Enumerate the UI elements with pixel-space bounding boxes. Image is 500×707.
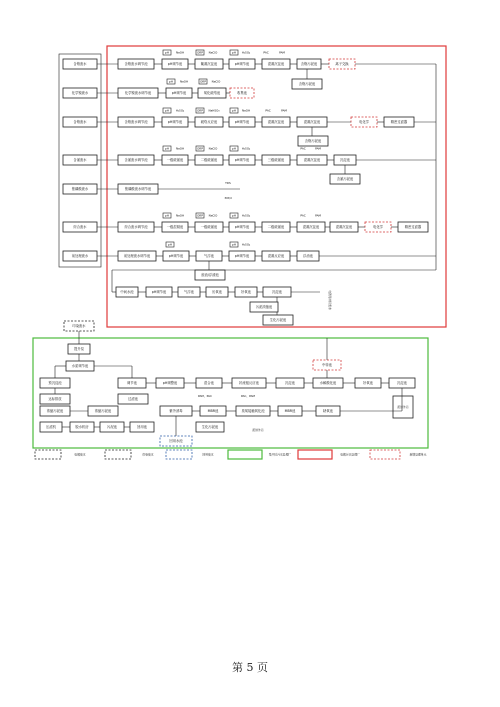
row-6 — [118, 222, 428, 232]
node-label: pH — [232, 108, 236, 113]
legend-4: 集中区污水处理厂 — [268, 452, 292, 457]
row-4 — [118, 155, 436, 184]
node-label: 混凝沉淀池 — [267, 120, 285, 124]
node-label: 中转池 — [322, 363, 332, 367]
node-label: 混凝沉淀池 — [303, 120, 321, 124]
node-label: H₂SO₄ — [241, 242, 251, 247]
node-label: 好氧池 — [241, 290, 251, 294]
row-2 — [118, 88, 254, 98]
source-boxes — [63, 59, 97, 261]
row-1 — [118, 59, 436, 89]
node-label: 化学镍废水调节池 — [124, 91, 152, 95]
node-label: pH — [165, 146, 169, 151]
row-7 — [118, 251, 436, 280]
source-5: 焦磷酸废水 — [71, 187, 89, 191]
node-label: 浓缩污泥池 — [94, 409, 112, 413]
node-label: 臭氧接触氧化池 — [241, 409, 265, 413]
tds-label: TDS — [225, 181, 231, 185]
node-label: NaOH — [175, 213, 185, 218]
node-label: 废油/浮渣池 — [201, 273, 219, 277]
row-5 — [118, 181, 240, 200]
source-6: 综合废水 — [73, 225, 87, 229]
node-label: NaClO — [211, 79, 221, 84]
node-label: pH调节池 — [234, 120, 250, 124]
node-label: 污泥浓缩池 — [255, 305, 273, 309]
node-label: PAM — [279, 50, 285, 55]
process-node — [166, 450, 192, 459]
node-label: pH — [232, 50, 236, 55]
node-label: 絮凝沉淀池 — [200, 62, 218, 66]
node-label: 压滤机 — [46, 425, 56, 429]
source-7: 前处理废水 — [71, 254, 89, 258]
node-label: 浓缩污泥池 — [46, 409, 64, 413]
node-label: 混凝沉淀池 — [335, 225, 353, 229]
node-label: PAC — [265, 108, 271, 113]
node-label: 精密过滤器 — [390, 120, 408, 124]
node-label: PAM — [315, 146, 321, 151]
lower-process — [40, 321, 415, 446]
process-node — [105, 450, 131, 459]
row-8 — [112, 64, 436, 325]
node-label: H₂SO₄ — [241, 213, 251, 218]
node-label: pH — [232, 146, 236, 151]
node-label: PAM — [281, 108, 287, 113]
legend-1: 电镀废水 — [74, 452, 86, 457]
node-label: PAM — [315, 213, 321, 218]
process-node — [228, 450, 262, 459]
side-text: 电镀集中区废水 — [328, 290, 332, 310]
node-label: ORP — [197, 108, 203, 113]
node-label: PAC、PAM — [241, 394, 255, 398]
node-label: 缺氧池 — [323, 409, 333, 413]
node-label: 污泥池 — [107, 425, 117, 429]
node-label: 离子交换 — [335, 62, 349, 66]
node-label: 氧化破络池 — [203, 91, 221, 95]
node-label: pH调节池 — [167, 120, 183, 124]
source-4: 含氰废水 — [73, 158, 87, 162]
node-label: 含铬污泥池 — [304, 139, 322, 143]
node-label: 一级混凝池 — [166, 225, 184, 229]
node-label: 紫外消毒 — [169, 409, 183, 413]
node-label: ORP — [197, 146, 203, 151]
node-label: 预沉淀池 — [48, 381, 62, 385]
node-label: pH调整池 — [162, 381, 178, 385]
node-label: 水解酸化池 — [319, 381, 337, 385]
node-label: pH — [168, 242, 172, 247]
node-label: PAC — [263, 50, 269, 55]
node-label: 沉淀池 — [397, 381, 407, 385]
legend-5: 电镀污水处理厂 — [340, 452, 360, 457]
node-label: pH调节池 — [171, 91, 187, 95]
node-label: 脱水机房 — [75, 425, 89, 429]
node-label: 破络反应池 — [200, 120, 218, 124]
node-label: 厌氧池 — [212, 290, 222, 294]
node-label: pH调节池 — [234, 62, 250, 66]
node-label: NaClO — [208, 146, 218, 151]
node-label: pH调节池 — [234, 158, 250, 162]
node-label: 混凝反应池 — [267, 254, 285, 258]
node-label: pH — [165, 50, 169, 55]
node-label: NaClO — [208, 213, 218, 218]
node-label: MBR池 — [284, 409, 296, 413]
node-label: pH调节池 — [234, 254, 250, 258]
node-label: 沉淀池 — [285, 381, 295, 385]
node-label: 生化污泥池 — [201, 425, 219, 429]
legend-3: 回用废水 — [202, 452, 214, 457]
node-label: pH调节池 — [151, 290, 167, 294]
node-label: pH — [169, 79, 173, 84]
node-label: ORP — [197, 50, 203, 55]
node-label: MBR池 — [207, 409, 219, 413]
node-label: 调节池 — [127, 381, 137, 385]
node-label: 综合废水调节池 — [124, 225, 148, 229]
node-label: PAM、PAC — [198, 394, 212, 398]
legend-6: 新增处理单元 — [409, 452, 427, 457]
node-label: 达标排放 — [48, 397, 62, 401]
source-3: 含铬废水 — [73, 120, 87, 124]
node-label: ORP — [200, 79, 206, 84]
node-label: H₂SO₄ — [175, 108, 185, 113]
node-label: 回用水池 — [169, 439, 183, 443]
node-label: 三级破氰池 — [267, 158, 285, 162]
node-label: 气浮池 — [184, 290, 194, 294]
node-label: H₂SO₄ — [241, 146, 251, 151]
node-label: 水质调节池 — [71, 364, 89, 368]
node-label: 泥饼外运 — [252, 428, 264, 432]
node-label: 含铬污泥池 — [300, 62, 318, 66]
node-label: 浮油池 — [303, 254, 313, 258]
legend — [35, 450, 427, 459]
source-2: 化学镍废水 — [71, 91, 89, 95]
source-connectors — [97, 64, 118, 256]
node-label: 混凝沉淀池 — [302, 225, 320, 229]
node-label: NaOH — [175, 50, 185, 55]
legend-2: 印染废水 — [142, 452, 154, 457]
node-label: 电化学 — [359, 120, 369, 124]
node-label: 含氰污泥池 — [336, 177, 354, 181]
process-node — [35, 450, 61, 459]
node-label: 含铬污泥池 — [298, 82, 316, 86]
node-label: pH调节池 — [234, 225, 250, 229]
node-label: 折流板反应池 — [239, 381, 259, 385]
node-label: 二级破氰池 — [267, 225, 285, 229]
node-label: 混凝沉淀池 — [303, 158, 321, 162]
node-label: 收集池 — [237, 91, 247, 95]
node-label: 泥饼外运 — [397, 405, 409, 409]
node-label: 含铬废水调节池 — [124, 120, 148, 124]
node-label: NaHSO₃ — [208, 108, 220, 113]
node-label: NaOH — [175, 146, 185, 151]
node-label: H₂SO₄ — [241, 50, 251, 55]
node-label: 中间水池 — [120, 290, 134, 294]
node-label: 生化污泥池 — [269, 318, 287, 322]
ton-label: 30t/d — [224, 196, 232, 200]
node-label: 印染废水 — [72, 324, 86, 328]
row-3 — [118, 117, 436, 146]
node-label: 二级破氰池 — [200, 158, 218, 162]
node-label: NaClO — [208, 50, 218, 55]
node-label: 一级破氰池 — [200, 225, 218, 229]
node-label: PAC — [300, 213, 306, 218]
node-label: 含铬废水调节池 — [124, 62, 148, 66]
node-label: pH调节池 — [167, 62, 183, 66]
node-label: 前处理废水调节池 — [123, 254, 151, 258]
process-node — [298, 450, 332, 459]
node-label: 电化学 — [373, 225, 383, 229]
node-label: pH — [165, 213, 169, 218]
node-label: 一级破氰池 — [166, 158, 184, 162]
node-label: PAC — [300, 146, 306, 151]
node-label: 混凝沉淀池 — [267, 62, 285, 66]
source-1: 含铬废水 — [73, 62, 87, 66]
process-node — [370, 450, 400, 459]
node-label: 提升泵 — [74, 347, 84, 351]
node-label: 沉淀池 — [340, 158, 350, 162]
node-label: pH — [165, 108, 169, 113]
node-label: 混合池 — [204, 381, 214, 385]
node-label: 沉淀池 — [272, 290, 282, 294]
node-label: pH调节池 — [168, 254, 184, 258]
page-number: 第 5 页 — [232, 661, 268, 674]
node-label: 好氧池 — [363, 381, 373, 385]
node-label: NaOH — [241, 108, 251, 113]
node-label: 过滤池 — [128, 397, 138, 401]
node-label: 含氰废水调节池 — [124, 158, 148, 162]
node-label: 气浮池 — [204, 254, 214, 258]
node-label: 精密过滤器 — [404, 225, 422, 229]
node-label: ORP — [197, 213, 203, 218]
node-label: 回用池 — [137, 425, 147, 429]
node-label: pH — [232, 213, 236, 218]
node-label: pH — [232, 242, 236, 247]
node-label: NaOH — [179, 79, 189, 84]
node-label: 焦磷酸废水调节池 — [124, 187, 152, 191]
